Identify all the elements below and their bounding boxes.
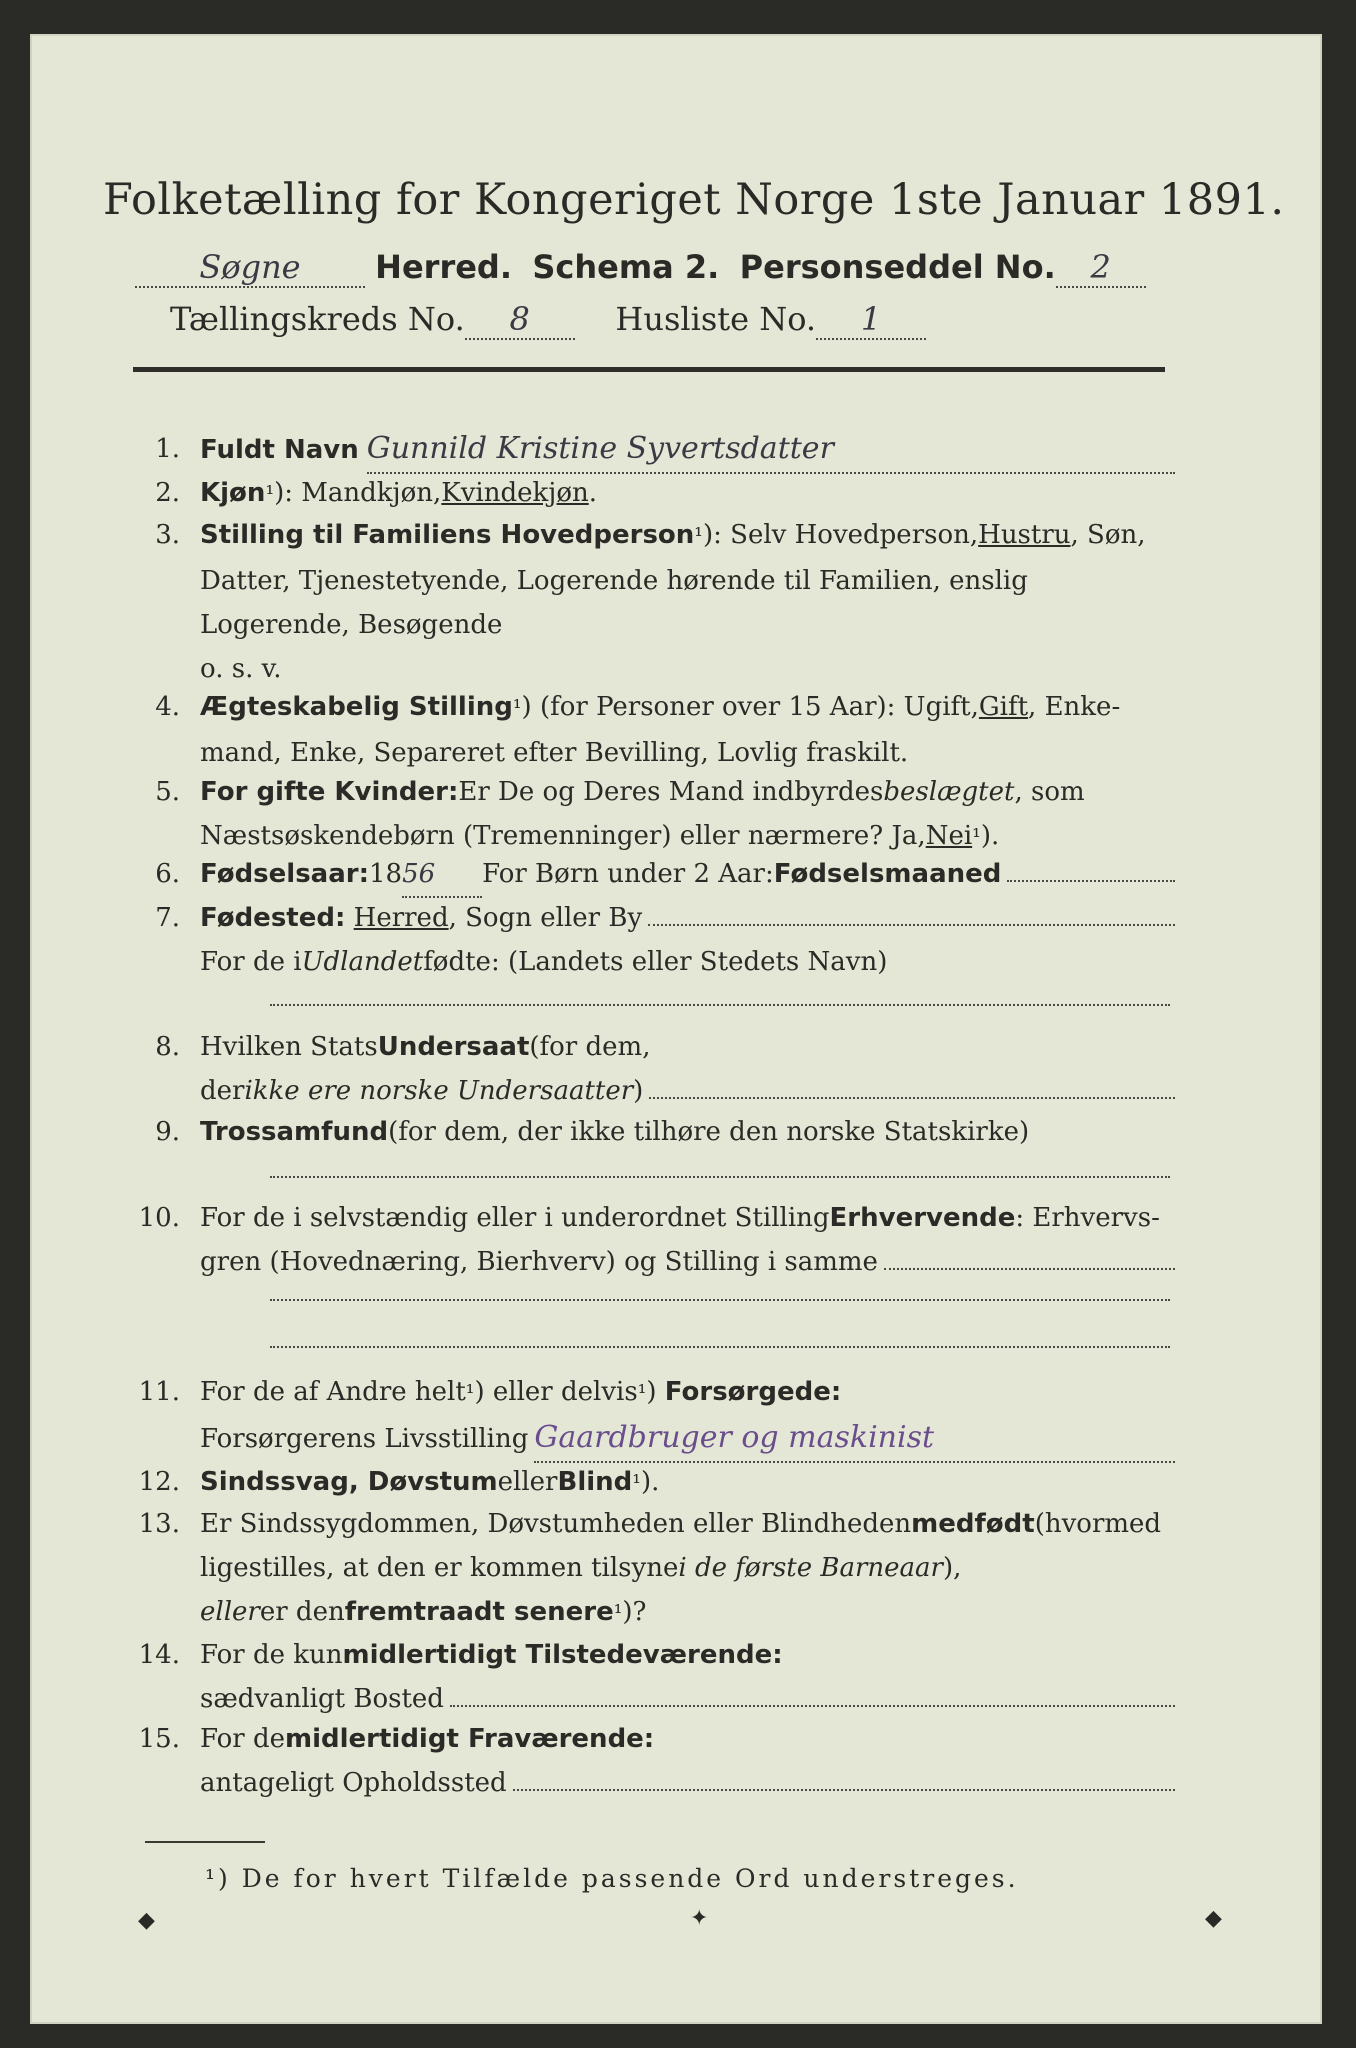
probable-residence-field[interactable] <box>513 1766 1175 1791</box>
herred-field[interactable]: Søgne <box>135 248 365 288</box>
birth-month-field[interactable] <box>1007 857 1175 882</box>
husliste-field[interactable]: 1 <box>816 300 926 340</box>
registration-mark-center: ✦ <box>690 1906 709 1931</box>
name-field[interactable]: Gunnild Kristine Syvertsdatter <box>367 427 1175 474</box>
religion-line[interactable] <box>270 1176 1170 1178</box>
registration-mark-left: ◆ <box>138 1908 155 1933</box>
birth-year-field[interactable]: 56 <box>402 852 482 898</box>
footnote-rule <box>145 1841 265 1843</box>
registration-mark-right: ◆ <box>1205 1906 1222 1931</box>
personseddel-field[interactable]: 2 <box>1056 248 1146 288</box>
provider-occupation-field[interactable]: Gaardbruger og maskinist <box>534 1416 1175 1463</box>
occupation-line-3[interactable] <box>270 1346 1170 1348</box>
header-rule <box>133 367 1165 372</box>
usual-residence-field[interactable] <box>450 1682 1175 1707</box>
citizenship-field[interactable] <box>649 1074 1175 1099</box>
occupation-line-2[interactable] <box>270 1299 1170 1301</box>
form-title: Folketælling for Kongeriget Norge 1ste Januar 1891. <box>103 175 1285 225</box>
herred-line: Søgne Herred. Schema 2. Personseddel No. 2 <box>135 248 1175 288</box>
occupation-field[interactable] <box>884 1245 1175 1270</box>
birthplace-field[interactable] <box>648 901 1175 926</box>
footnote: ¹) De for hvert Tilfælde passende Ord understreges. <box>205 1864 1019 1893</box>
kreds-field[interactable]: 8 <box>465 300 575 340</box>
kreds-line: Tællingskreds No. 8 Husliste No. 1 <box>170 300 1070 340</box>
foreign-birthplace-line[interactable] <box>270 1004 1170 1006</box>
